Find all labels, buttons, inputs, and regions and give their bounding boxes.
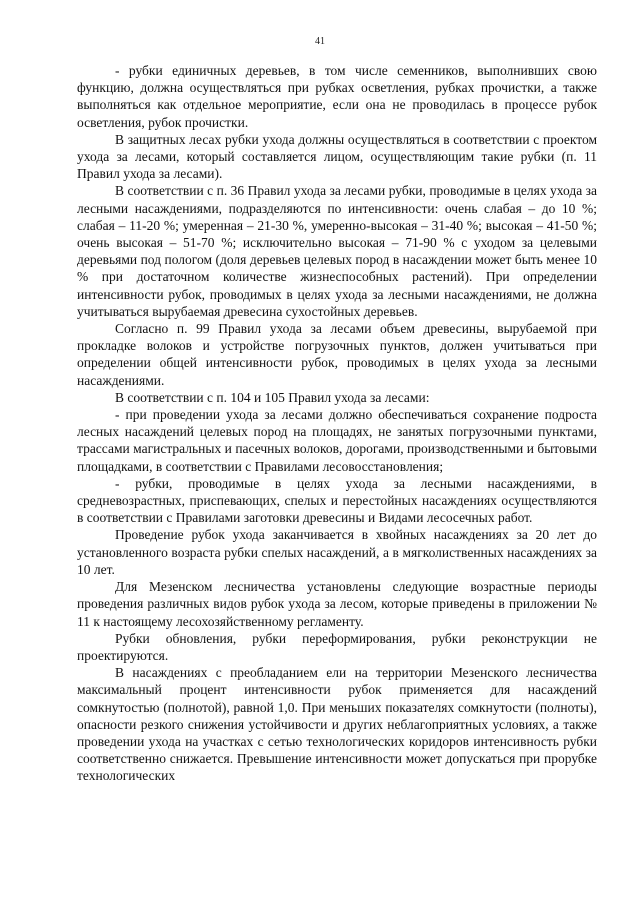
paragraph: Рубки обновления, рубки переформирования, рубки реконструкции не проектируются. [77, 630, 597, 663]
paragraph: Проведение рубок ухода заканчивается в хвойных насаждениях за 20 лет до установленного возраста рубки спелых насаждений, а в мягколиственных насаждениях за 10 лет. [77, 527, 597, 577]
paragraph: В насаждениях с преобладанием ели на территории Мезенского лесничества максимальный процент интенсивности рубок применяется для насаждений сомкнутостью (полнотой), равной 1,0. При меньших показателях сомкнутости (полноты), опасности резкого снижения устойчивости и других неблагоприятных условиях, а также проведении ухода на участках с сетью технологических коридоров интенсивность рубки соответственно снижается. Превышение интенсивности может допускаться при прорубке технологических [77, 665, 597, 784]
paragraph: Согласно п. 99 Правил ухода за лесами объем древесины, вырубаемой при прокладке волоков и устройстве погрузочных пунктов, должен учитываться при определении общей интенсивности рубок, проводимых в целях ухода за лесными насаждениями. [77, 321, 597, 388]
paragraph: В защитных лесах рубки ухода должны осуществляться в соответствии с проектом ухода за лесами, который составляется лицом, осуществляющим такие рубки (п. 11 Правил ухода за лесами). [77, 131, 597, 182]
paragraph: - рубки, проводимые в целях ухода за лесными насаждениями, в средневозрастных, приспевающих, спелых и перестойных насаждениях осуществляются в соответствии с Правилами заготовки древесины и Видами лесосечных работ. [77, 475, 597, 526]
paragraph: В соответствии с п. 104 и 105 Правил ухода за лесами: [115, 389, 430, 405]
paragraph: - при проведении ухода за лесами должно обеспечиваться сохранение подроста лесных насаждений целевых пород на площадях, не занятых погрузочными пунктами, трассами магистральных и пасечных волоков, дорогами, производственными и бытовыми площадками, в соответствии с Правилами лесовосстановления; [77, 407, 597, 474]
page-number: 41 [315, 36, 325, 47]
paragraph: - рубки единичных деревьев, в том числе семенников, выполнивших свою функцию, должна осуществляться при рубках осветления, рубках прочистки, а также выполняться как отдельное мероприятие, если она не проводилась в процессе рубок осветления, рубок прочистки. [77, 63, 597, 130]
document-body [77, 62, 597, 785]
paragraph: В соответствии с п. 36 Правил ухода за лесами рубки, проводимые в целях ухода за лесными насаждениями, подразделяются по интенсивности: очень слабая – до 10 %; слабая – 11-20 %; умеренная – 21-30 %, умеренно-высокая – 31-40 %; высокая – 41-50 %; очень высокая – 51-70 %; исключительно высокая – 71-90 % с уходом за целевыми деревьями под пологом (доля деревьев целевых пород в насаждении может быть менее 10 % при достаточном количестве жизнеспособных растений). При определении интенсивности рубок, проводимых в целях ухода за лесными насаждениями, не должна учитываться вырубаемая древесина сухостойных деревьев. [77, 183, 597, 319]
paragraph: Для Мезенском лесничества установлены следующие возрастные периоды проведения различных видов рубок ухода за лесом, которые приведены в приложении № 11 к настоящему лесохозяйственному регламенту. [77, 579, 597, 629]
